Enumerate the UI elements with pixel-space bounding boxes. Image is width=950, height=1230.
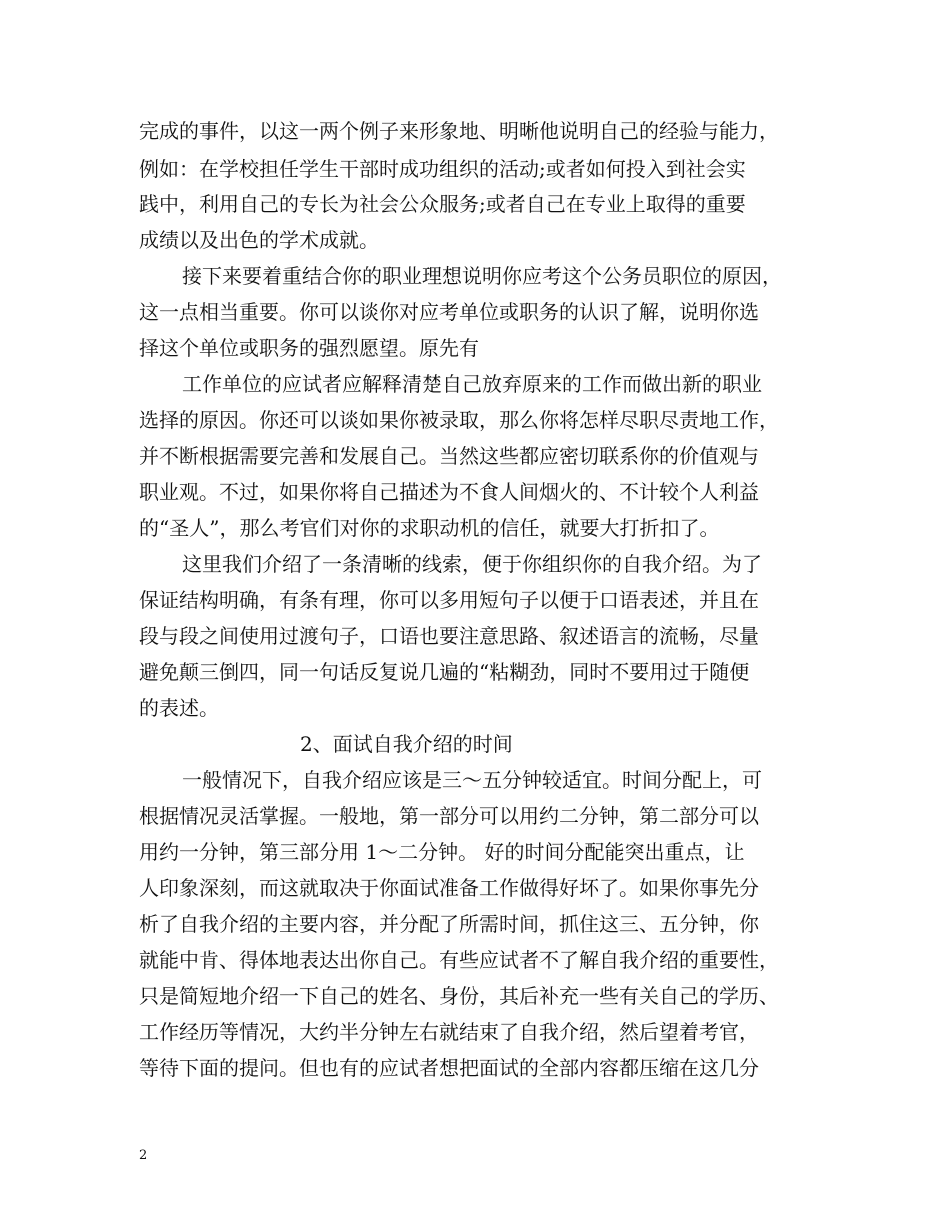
text-line: 析了自我介绍的主要内容，并分配了所需时间，抓住这三、五分钟，你 [139,912,759,936]
text-line: 只是简短地介绍一下自己的姓名、身份，其后补充一些有关自己的学历、 [139,984,779,1008]
text-line: 践中，利用自己的专长为社会公众服务;或者自己在专业上取得的重要 [139,192,746,216]
text-line: 人印象深刻，而这就取决于你面试准备工作做得好坏了。如果你事先分 [139,876,759,900]
text-line: 的“圣人”，那么考官们对你的求职动机的信任，就要大打折扣了。 [139,516,720,540]
text-line: 完成的事件，以这一两个例子来形象地、明晰他说明自己的经验与能力， [139,119,779,143]
text-line: 职业观。不过，如果你将自己描述为不食人间烟火的、不计较个人利益 [139,480,759,504]
text-line: 工作经历等情况，大约半分钟左右就结束了自我介绍，然后望着考官， [139,1020,759,1044]
section-heading: 2、面试自我介绍的时间 [300,732,513,756]
page-number: 2 [139,1148,148,1163]
text-line: 保证结构明确，有条有理，你可以多用短句子以便于口语表述，并且在 [139,588,759,612]
text-line: 根据情况灵活掌握。一般地，第一部分可以用约二分钟，第二部分可以 [139,804,759,828]
text-line: 一般情况下，自我介绍应该是三～五分钟较适宜。时间分配上，可 [182,768,762,792]
text-line: 避免颠三倒四，同一句话反复说几遍的“粘糊劲，同时不要用过于随便 [139,660,750,684]
text-line: 选择的原因。你还可以谈如果你被录取，那么你将怎样尽职尽责地工作， [139,408,779,432]
text-line: 等待下面的提问。但也有的应试者想把面试的全部内容都压缩在这几分 [139,1056,759,1080]
text-line: 择这个单位或职务的强烈愿望。原先有 [139,336,479,360]
text-line: 工作单位的应试者应解释清楚自己放弃原来的工作而做出新的职业 [182,372,762,396]
text-line: 这里我们介绍了一条清晰的线索，便于你组织你的自我介绍。为了 [182,552,762,576]
text-line: 并不断根据需要完善和发展自己。当然这些都应密切联系你的价值观与 [139,444,759,468]
text-line: 接下来要着重结合你的职业理想说明你应考这个公务员职位的原因， [182,264,782,288]
text-line: 段与段之间使用过渡句子，口语也要注意思路、叙述语言的流畅，尽量 [139,624,759,648]
text-line: 的表述。 [139,696,219,720]
text-line: 就能中肯、得体地表达出你自己。有些应试者不了解自我介绍的重要性， [139,948,779,972]
text-line: 成绩以及出色的学术成就。 [139,228,379,252]
text-line: 这一点相当重要。你可以谈你对应考单位或职务的认识了解，说明你选 [139,300,759,324]
text-line: 用约一分钟，第三部分用 1～二分钟。 好的时间分配能突出重点，让 [139,840,745,864]
text-line: 例如：在学校担任学生干部时成功组织的活动;或者如何投入到社会实 [139,157,746,181]
